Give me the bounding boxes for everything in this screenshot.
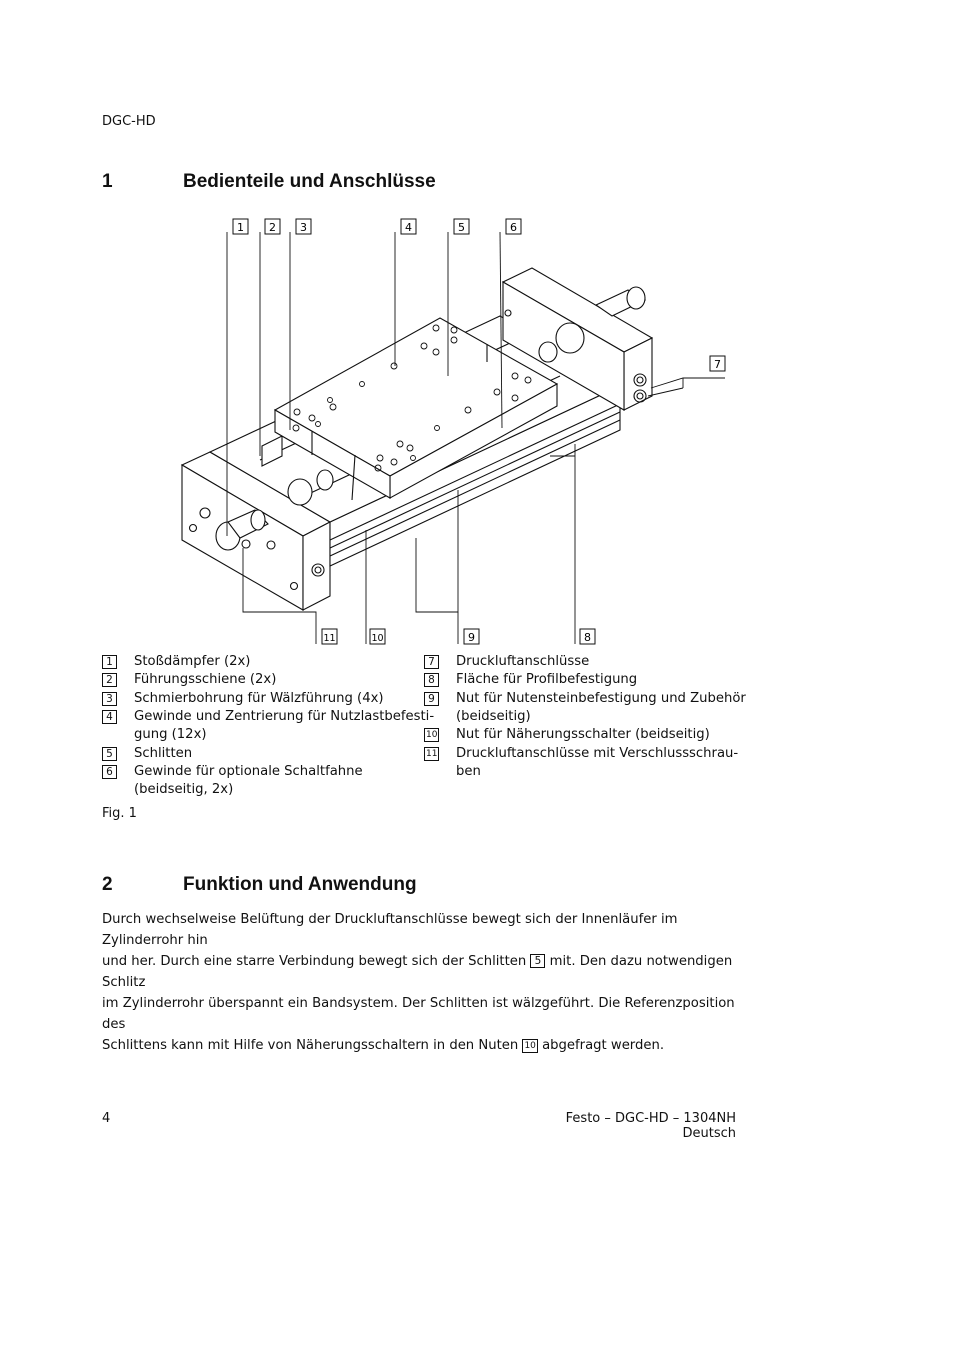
svg-text:1: 1 bbox=[237, 221, 244, 234]
callout-top-1 bbox=[233, 219, 248, 234]
svg-text:11: 11 bbox=[323, 633, 336, 644]
svg-text:4: 4 bbox=[405, 221, 412, 234]
callout-bottom-10 bbox=[370, 629, 385, 644]
callout-bottom-8 bbox=[580, 629, 595, 644]
legend-number-box: 8 bbox=[424, 673, 439, 687]
legend-item bbox=[424, 690, 744, 727]
legend-number-box: 3 bbox=[102, 692, 117, 706]
section1-number: 1 bbox=[102, 171, 113, 192]
para-line-4 bbox=[102, 1035, 752, 1056]
svg-text:8: 8 bbox=[584, 631, 591, 644]
legend-text: Nut für Nutensteinbefestigung und Zubehör bbox=[456, 690, 746, 706]
callout-right-7 bbox=[710, 356, 725, 371]
legend-text: (beidseitig, 2x) bbox=[134, 782, 234, 798]
running-header: DGC-HD bbox=[102, 114, 156, 129]
callout-top-6 bbox=[506, 219, 521, 234]
legend-item bbox=[102, 763, 422, 800]
para-line-1: Durch wechselweise Belüftung der Druckluftanschlüsse bewegt sich der Innenläufer im Zylinderrohr hin bbox=[102, 912, 678, 948]
para-line-3: im Zylinderrohr überspannt ein Bandsystem. Der Schlitten ist wälzgeführt. Die Referenzposition des bbox=[102, 996, 735, 1032]
section2-title: Funktion und Anwendung bbox=[183, 874, 417, 895]
para-line-4b: abgefragt werden. bbox=[542, 1038, 665, 1053]
legend-text: Fläche für Profilbefestigung bbox=[456, 672, 638, 688]
legend-item bbox=[424, 653, 744, 671]
legend-number-box: 1 bbox=[102, 655, 117, 669]
legend-text: Druckluftanschlüsse bbox=[456, 654, 590, 669]
legend-text: Druckluftanschlüsse mit Verschlussschrau- bbox=[456, 745, 739, 761]
legend-number-box: 9 bbox=[424, 692, 439, 706]
legend-text: gung (12x) bbox=[134, 727, 207, 743]
para-line-4a: Schlittens kann mit Hilfe von Näherungsschaltern in den Nuten bbox=[102, 1038, 519, 1053]
legend-item bbox=[424, 726, 744, 744]
para-line-2a: und her. Durch eine starre Verbindung bewegt sich der Schlitten bbox=[102, 954, 527, 969]
legend-number-box: 10 bbox=[426, 730, 438, 741]
legend-item bbox=[102, 690, 422, 708]
ref-box-10: 10 bbox=[524, 1041, 536, 1051]
legend-text: Führungsschiene (2x) bbox=[134, 672, 277, 688]
para-line-2b: mit. Den dazu notwendigen Schlitz bbox=[102, 954, 733, 990]
legend-item bbox=[102, 745, 422, 763]
svg-text:10: 10 bbox=[371, 633, 384, 644]
callout-top-2 bbox=[265, 219, 280, 234]
legend-item bbox=[102, 671, 422, 689]
legend-text: Stoßdämpfer (2x) bbox=[134, 654, 251, 669]
legend-number-box: 4 bbox=[102, 710, 117, 724]
callout-bottom-9 bbox=[464, 629, 479, 644]
legend-item bbox=[424, 671, 744, 689]
legend-text: Gewinde für optionale Schaltfahne bbox=[134, 763, 363, 779]
callout-top-5 bbox=[454, 219, 469, 234]
svg-text:3: 3 bbox=[300, 221, 307, 234]
callout-top-3 bbox=[296, 219, 311, 234]
legend-text: (beidseitig) bbox=[456, 708, 531, 724]
legend-text: ben bbox=[456, 763, 481, 779]
page-number: 4 bbox=[102, 1111, 111, 1126]
ref-box-5: 5 bbox=[530, 954, 545, 968]
svg-text:9: 9 bbox=[468, 631, 475, 644]
footer-doc: Festo – DGC-HD – 1304NH Deutsch bbox=[565, 1111, 736, 1141]
legend-number-box: 7 bbox=[424, 655, 439, 669]
para-line-2 bbox=[102, 951, 752, 993]
legend-item bbox=[102, 653, 422, 671]
legend-text: Schlitten bbox=[134, 745, 193, 761]
legend-text: Nut für Näherungsschalter (beidseitig) bbox=[456, 727, 710, 743]
svg-text:5: 5 bbox=[458, 221, 465, 234]
callout-bottom-11 bbox=[322, 629, 337, 644]
section2-paragraph bbox=[102, 909, 752, 1056]
legend-text: Gewinde und Zentrierung für Nutzlastbefesti- bbox=[134, 708, 435, 724]
svg-text:7: 7 bbox=[714, 358, 721, 371]
figure-caption: Fig. 1 bbox=[102, 806, 137, 821]
callout-top-4 bbox=[401, 219, 416, 234]
legend-text: Schmierbohrung für Wälzführung (4x) bbox=[134, 690, 384, 706]
legend-number-box: 11 bbox=[426, 748, 438, 759]
section2-number: 2 bbox=[102, 874, 113, 895]
legend-item bbox=[424, 745, 744, 782]
svg-text:6: 6 bbox=[510, 221, 517, 234]
legend-number-box: 6 bbox=[102, 765, 117, 779]
svg-text:2: 2 bbox=[269, 221, 276, 234]
legend-number-box: 2 bbox=[102, 673, 117, 687]
legend-number-box: 5 bbox=[102, 747, 117, 761]
section1-title: Bedienteile und Anschlüsse bbox=[183, 171, 436, 192]
figure-dgc-hd-drawing bbox=[0, 0, 954, 660]
